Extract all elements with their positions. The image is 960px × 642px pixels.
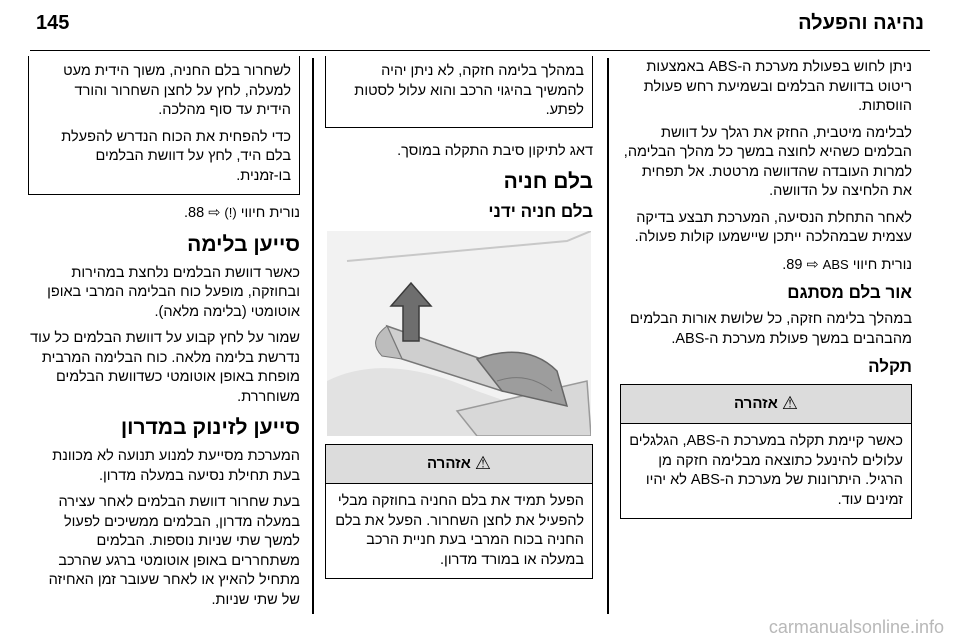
warning-header bbox=[621, 385, 911, 424]
left-column bbox=[28, 58, 300, 617]
reference-label: נורית חיווי bbox=[240, 205, 300, 221]
hill-start-assist-heading: סייען לזינוק במדרון bbox=[120, 416, 300, 439]
warning-triangle-icon: ⚠ bbox=[781, 393, 799, 414]
warning-header bbox=[326, 445, 592, 484]
arrow-icon: ⇨ bbox=[806, 256, 819, 273]
reference-page: 89 bbox=[786, 256, 803, 273]
column-divider bbox=[607, 58, 609, 614]
page-header bbox=[30, 10, 930, 51]
parking-brake-light-reference[interactable]: נורית חיווי (!) ⇨ 88. bbox=[184, 205, 300, 221]
handbrake-lever-image bbox=[327, 231, 591, 436]
warning-title: אזהרה bbox=[426, 455, 471, 473]
watermark: carmanualsonline.info bbox=[768, 617, 944, 637]
abs-light-reference[interactable]: נורית חיווי ABS ⇨ 89. bbox=[782, 256, 912, 273]
adaptive-brake-light-heading: אור בלם מסתגם bbox=[787, 283, 912, 302]
middle-column bbox=[325, 58, 593, 579]
self-test-paragraph: לאחר התחלת הנסיעה, המערכת תבצע בדיקה עצמית שבמהלכה ייתכן שיישמעו קולות פעולה. bbox=[634, 209, 912, 245]
page-number: 145 bbox=[36, 12, 70, 34]
page-title: נהיגה והפעלה bbox=[798, 12, 924, 34]
manual-parking-brake-heading: בלם חניה ידני bbox=[488, 202, 593, 221]
reference-page: 88 bbox=[188, 205, 205, 221]
hill-start-paragraph-2: בעת שחרור דוושת הבלמים לאחר עצירה במעלה מדרון, הבלמים ממשיכים לפעול למשך שתי שניות נוספות. הבלמים משתחררים באופן אוטומטי ברגע שהרכב מתחיל להאיץ או לאחר שעובר זמן האחיזה של שתי שניות. bbox=[48, 494, 300, 608]
hill-start-paragraph-1: המערכת מסייעת למנוע תנועה לא מכוונת בעת תחילת נסיעה במעלה מדרון. bbox=[52, 448, 300, 484]
parking-brake-heading: בלם חניה bbox=[503, 170, 593, 193]
arrow-icon: ⇨ bbox=[208, 205, 221, 221]
warning-text: הפעל תמיד את בלם החניה בחוזקה מבלי להפעיל את לחצן השחרור. הפעל את בלם החניה בכוח המרבי בעת חניית הרכב במעלה או במורד מדרון. bbox=[335, 493, 584, 568]
brake-assist-heading: סייען בלימה bbox=[187, 232, 300, 256]
right-column bbox=[620, 58, 912, 519]
abs-warning-icon: ABS bbox=[822, 256, 849, 272]
warning-triangle-icon: ⚠ bbox=[474, 453, 492, 474]
brake-lights-paragraph: במהלך בלימה חזקה, כל שלושת אורות הבלמים מהבהבים במשך פעולת מערכת ה-ABS. bbox=[629, 311, 912, 347]
release-instructions-box bbox=[28, 56, 300, 195]
parking-brake-warning-icon: (!) bbox=[224, 205, 237, 220]
abs-feel-paragraph: ניתן לחוש בפעולת מערכת ה-ABS באמצעות ריטוט בדוושת הבלמים ובשמיעת רחש פעולת הווסתות. bbox=[643, 59, 912, 114]
warning-title: אזהרה bbox=[733, 395, 778, 413]
abs-fault-warning bbox=[620, 384, 912, 519]
column-divider bbox=[312, 58, 314, 614]
release-paragraph: לשחרור בלם החניה, משוך הידית מעט למעלה, לחץ על לחצן השחרור והורד הידית עד סוף מהלכה. bbox=[63, 63, 291, 118]
reference-label: נורית חיווי bbox=[852, 256, 912, 273]
parking-brake-warning bbox=[325, 444, 593, 579]
repair-paragraph: דאג לתיקון סיבת התקלה במוסך. bbox=[397, 142, 593, 159]
reduce-force-paragraph: כדי להפחית את הכוח הנדרש להפעלת בלם היד, לחץ על דוושת הבלמים בו-זמנית. bbox=[61, 128, 291, 184]
optimal-braking-paragraph: לבלימה מיטבית, החזק את רגלך על דוושת הבלמים כשהיא לחוצה במשך כל מהלך הבלימה, למרות העובדה שהדוושה מרטטת. אל תפחית את הלחיצה על הדוושה. bbox=[623, 124, 912, 199]
warning-text: כאשר קיימת תקלה במערכת ה-ABS, הגלגלים עלולים להינעל כתוצאה מבלימה חזקה מן הרגיל. היתרונות של מערכת ה-ABS לא יהיו זמינים עוד. bbox=[629, 433, 903, 508]
parking-brake-illustration bbox=[327, 231, 591, 436]
steering-warning-continued bbox=[325, 56, 593, 128]
fault-heading: תקלה bbox=[868, 357, 912, 376]
brake-assist-paragraph-1: כאשר דוושת הבלמים נלחצת במהירות ובחוזקה, מופעל כוח הבלימה המרבי באופן אוטומטי (בלימה מלאה). bbox=[47, 264, 300, 320]
brake-assist-paragraph-2: שמור על לחץ קבוע על דוושת הבלמים כל עוד נדרשת בלימה מלאה. כוח הבלימה המרבית מופחת באופן אוטומטי כשדוושת הבלמים משוחררת. bbox=[30, 330, 300, 405]
warning-text: במהלך בלימה חזקה, לא ניתן יהיה להמשיך בהיגוי הרכב והוא עלול לסטות לפתע. bbox=[354, 63, 584, 118]
